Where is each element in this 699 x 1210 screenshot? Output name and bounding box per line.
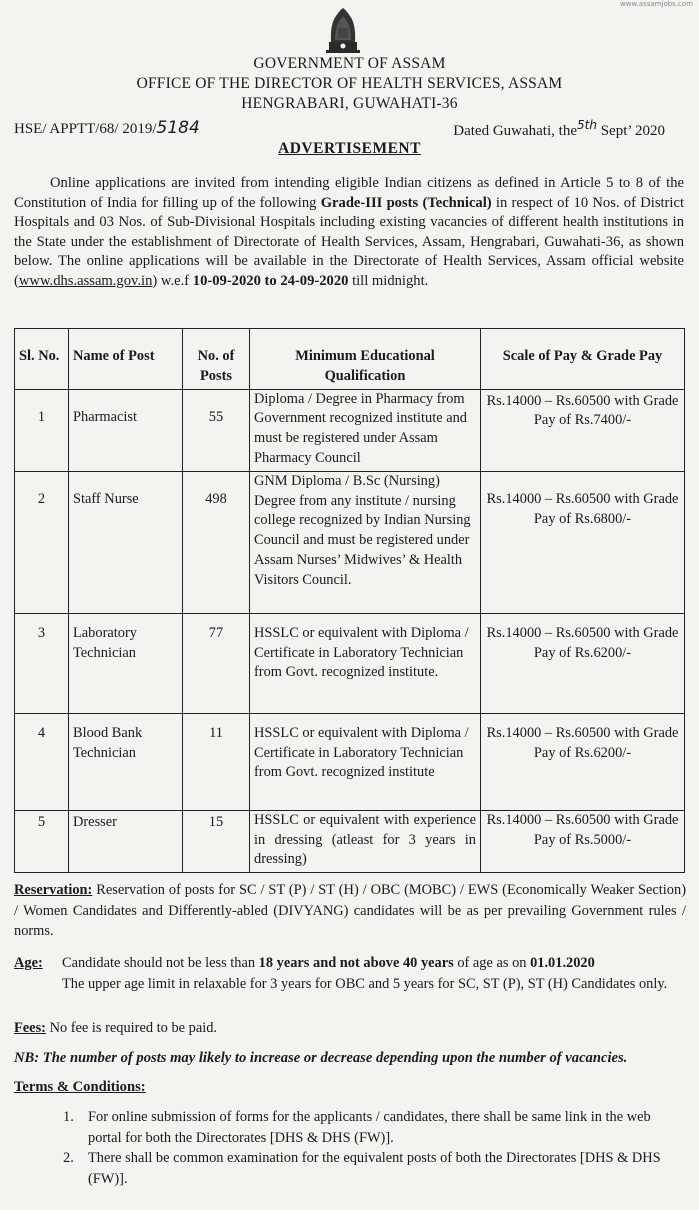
table-row xyxy=(15,613,685,713)
cell-qualification: Diploma / Degree in Pharmacy from Government recognized institute and must be registered under Assam Pharmacy Council xyxy=(250,389,481,471)
table-header-row xyxy=(15,329,685,390)
cell-sl: 4 xyxy=(15,713,69,810)
cell-count: 55 xyxy=(183,389,250,471)
age-section xyxy=(14,953,686,994)
header-qualification: Minimum Educational Qualification xyxy=(250,329,481,390)
list-item xyxy=(63,1107,682,1148)
header-line-address: HENGRABARI, GUWAHATI-36 xyxy=(241,95,458,112)
date-line xyxy=(453,118,665,140)
intro-text-1: Online applications are invited from intending eligible Indian citizens as defined in Article 5 to 8 of the Constitution of India for filling up of the following xyxy=(14,175,684,211)
cell-qualification: HSSLC or equivalent with Diploma / Certificate in Laboratory Technician from Govt. recognized institute xyxy=(250,713,481,810)
header-no-of-posts: No. of Posts xyxy=(183,329,250,390)
cell-sl: 2 xyxy=(15,471,69,613)
age-text-2: of age as on xyxy=(453,955,531,971)
list-item xyxy=(63,1148,682,1189)
header-sl-no: Sl. No. xyxy=(15,329,69,390)
reservation-label: Reservation: xyxy=(14,882,93,898)
header-scale-of-pay: Scale of Pay & Grade Pay xyxy=(481,329,685,390)
cell-count: 11 xyxy=(183,713,250,810)
cell-qualification: HSSLC or equivalent with experience in dressing (atleast for 3 years in dressing) xyxy=(250,810,481,872)
cell-sl: 5 xyxy=(15,810,69,872)
state-emblem-icon xyxy=(318,4,368,56)
date-handwritten: 5th xyxy=(576,118,597,132)
header-line-government: GOVERNMENT OF ASSAM xyxy=(253,55,446,72)
intro-text-2: in respect of 10 Nos. of District Hospitals and 03 Nos. of Sub-Divisional Hospitals including existing vacancies of different health institutions in the State under the establishment of Directorate of Health Services, Assam, Hengrabari, Guwahati-36, as shown below. The online applications will be available in the Directorate of Health Services, Assam official website ( xyxy=(14,194,685,289)
advertisement-title: ADVERTISEMENT xyxy=(278,140,421,157)
term-number: 1. xyxy=(63,1109,74,1125)
intro-bold-posts: Grade-III posts (Technical) xyxy=(320,194,492,211)
table-row xyxy=(15,471,685,613)
reservation-section xyxy=(14,880,686,942)
posts-table xyxy=(14,328,685,873)
reservation-text: Reservation of posts for SC / ST (P) / ST (H) / OBC (MOBC) / EWS (Economically Weaker Section) / Women Candidates and Differently-abled (DIVYANG) candidates will be as per prevailing Government rules / norms. xyxy=(14,882,686,939)
corner-watermark: www.assamjobs.com xyxy=(620,0,693,8)
fees-text: No fee is required to be paid. xyxy=(45,1020,217,1036)
cell-post: Blood Bank Technician xyxy=(69,713,183,810)
cell-post: Staff Nurse xyxy=(69,471,183,613)
reference-printed: HSE/ APPTT/68/ 2019/ xyxy=(14,121,157,137)
cell-post: Dresser xyxy=(69,810,183,872)
cell-pay: Rs.14000 – Rs.60500 with Grade Pay of Rs.6800/- xyxy=(481,471,685,613)
table-row xyxy=(15,389,685,471)
cell-post: Pharmacist xyxy=(69,389,183,471)
header-line-office: OFFICE OF THE DIRECTOR OF HEALTH SERVICES, ASSAM xyxy=(136,75,563,92)
cell-post: Laboratory Technician xyxy=(69,613,183,713)
date-suffix: Sept’ 2020 xyxy=(600,123,665,139)
cell-pay: Rs.14000 – Rs.60500 with Grade Pay of Rs.7400/- xyxy=(481,389,685,471)
cell-sl: 3 xyxy=(15,613,69,713)
age-bold-range: 18 years and not above 40 years xyxy=(258,955,454,971)
reference-number xyxy=(14,118,200,138)
intro-paragraph xyxy=(14,174,684,291)
table-row xyxy=(15,713,685,810)
age-text-1: Candidate should not be less than xyxy=(62,955,259,971)
intro-text-3: ) w.e.f xyxy=(152,272,193,289)
cell-pay: Rs.14000 – Rs.60500 with Grade Pay of Rs.6200/- xyxy=(481,613,685,713)
cell-pay: Rs.14000 – Rs.60500 with Grade Pay of Rs.6200/- xyxy=(481,713,685,810)
terms-title: Terms & Conditions: xyxy=(14,1079,146,1095)
age-bold-date: 01.01.2020 xyxy=(530,955,595,971)
term-text: There shall be common examination for the equivalent posts of both the Directorates [DHS & DHS (FW)]. xyxy=(88,1150,661,1187)
age-label: Age: xyxy=(14,955,43,971)
cell-count: 15 xyxy=(183,810,250,872)
age-relaxation: The upper age limit in relaxable for 3 years for OBC and 5 years for SC, ST (P), ST (H) Candidates only. xyxy=(62,975,668,992)
cell-qualification: HSSLC or equivalent with Diploma / Certificate in Laboratory Technician from Govt. recognized institute. xyxy=(250,613,481,713)
fees-section xyxy=(14,1018,686,1039)
intro-bold-dates: 10-09-2020 to 24-09-2020 xyxy=(192,272,349,289)
header-name-of-post: Name of Post xyxy=(69,329,183,390)
cell-count: 77 xyxy=(183,613,250,713)
intro-text-4: till midnight. xyxy=(348,272,429,289)
nb-note: NB: The number of posts may likely to increase or decrease depending upon the number of vacancies. xyxy=(14,1050,628,1066)
cell-sl: 1 xyxy=(15,389,69,471)
term-number: 2. xyxy=(63,1150,74,1166)
date-prefix: Dated Guwahati, the xyxy=(453,123,577,139)
cell-qualification: GNM Diploma / B.Sc (Nursing) Degree from any institute / nursing college recognized by Indian Nursing Council and must be registered under Assam Nurses’ Midwives’ & Health Visitors Council. xyxy=(250,471,481,613)
cell-pay: Rs.14000 – Rs.60500 with Grade Pay of Rs.5000/- xyxy=(481,810,685,872)
table-row xyxy=(15,810,685,872)
website-link[interactable]: www.dhs.assam.gov.in xyxy=(18,272,153,289)
term-text: For online submission of forms for the applicants / candidates, there shall be same link in the web portal for both the Directorates [DHS & DHS (FW)]. xyxy=(88,1109,651,1146)
cell-count: 498 xyxy=(183,471,250,613)
reference-handwritten: 5184 xyxy=(156,118,200,138)
fees-label: Fees: xyxy=(14,1020,46,1036)
